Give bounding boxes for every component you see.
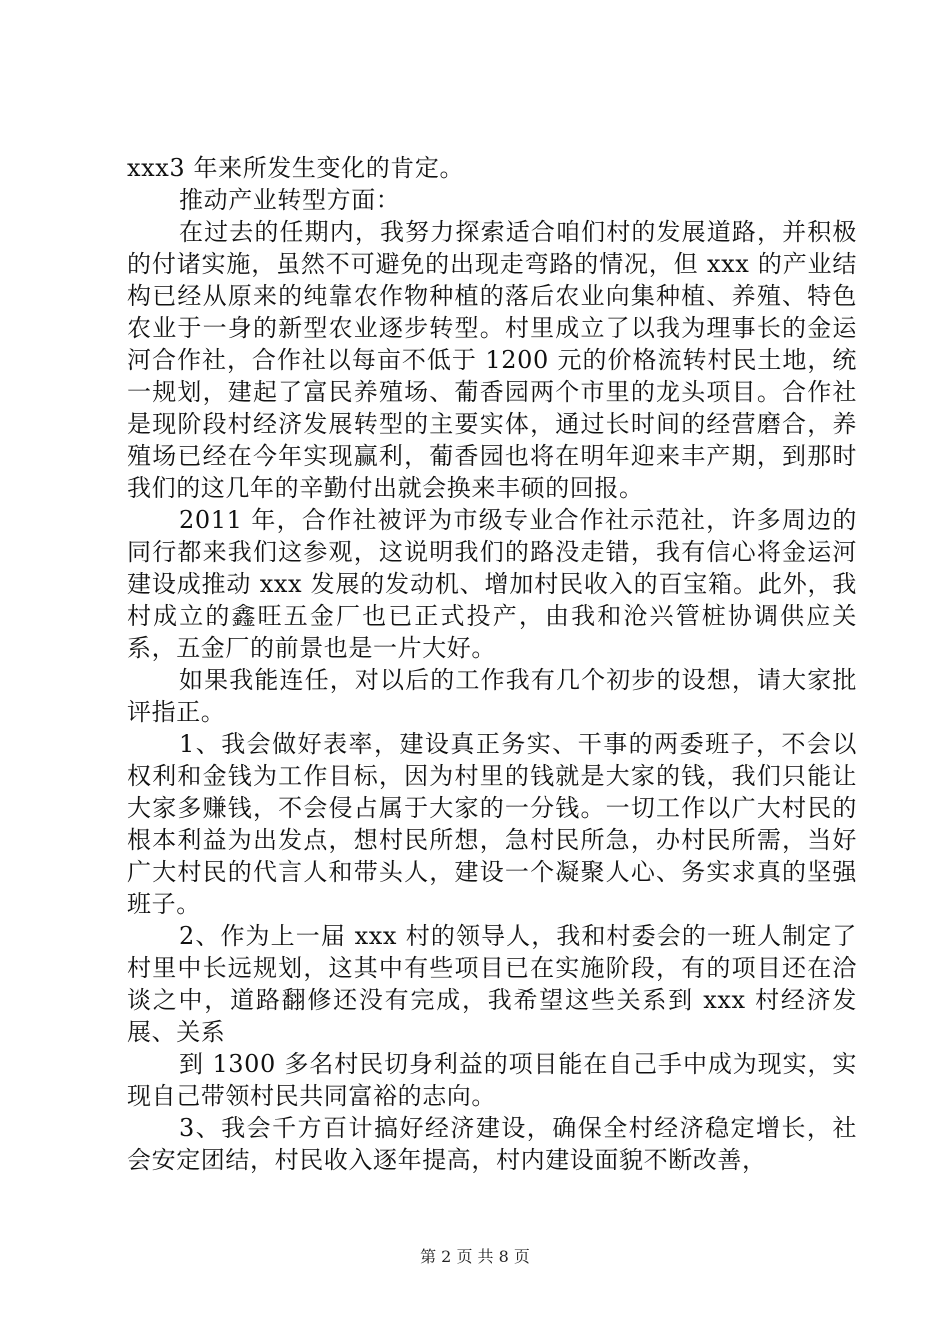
paragraph-4: 2011 年，合作社被评为市级专业合作社示范社，许多周边的同行都来我们这参观，这说明我们的路没走错，我有信心将金运河建设成推动 xxx 发展的发动机、增加村民收入的百宝箱。此外，我村成立的鑫旺五金厂也已正式投产，由我和沧兴管桩协调供应关系，五金厂的前景也是一片大好。 — [127, 506, 857, 662]
paragraph-9: 3、我会千方百计搞好经济建设，确保全村经济稳定增长，社会安定团结，村民收入逐年提高，村内建设面貌不断改善， — [127, 1114, 857, 1174]
page-footer: 第 2 页 共 8 页 — [420, 1247, 530, 1266]
paragraph-5: 如果我能连任，对以后的工作我有几个初步的设想，请大家批评指正。 — [127, 666, 857, 726]
paragraph-8: 到 1300 多名村民切身利益的项目能在自己手中成为现实，实现自己带领村民共同富裕的志向。 — [127, 1050, 857, 1110]
document-body — [127, 152, 857, 1176]
paragraph-1: xxx3 年来所发生变化的肯定。 — [127, 154, 465, 182]
paragraph-6: 1、我会做好表率，建设真正务实、干事的两委班子，不会以权利和金钱为工作目标，因为村里的钱就是大家的钱，我们只能让大家多赚钱，不会侵占属于大家的一分钱。一切工作以广大村民的根本利益为出发点，想村民所想，急村民所急，办村民所需，当好广大村民的代言人和带头人，建设一个凝聚人心、务实求真的坚强班子。 — [127, 730, 857, 918]
paragraph-2: 推动产业转型方面： — [179, 186, 401, 214]
paragraph-7: 2、作为上一届 xxx 村的领导人，我和村委会的一班人制定了村里中长远规划，这其中有些项目已在实施阶段，有的项目还在洽谈之中，道路翻修还没有完成，我希望这些关系到 xxx 村经济发展、关系 — [127, 922, 857, 1046]
paragraph-3: 在过去的任期内，我努力探索适合咱们村的发展道路，并积极的付诸实施，虽然不可避免的出现走弯路的情况，但 xxx 的产业结构已经从原来的纯靠农作物种植的落后农业向集种植、养殖、特色农业于一身的新型农业逐步转型。村里成立了以我为理事长的金运河合作社，合作社以每亩不低于 1200 元的价格流转村民土地，统一规划，建起了富民养殖场、葡香园两个市里的龙头项目。合作社是现阶段村经济发展转型的主要实体，通过长时间的经营磨合，养殖场已经在今年实现赢利，葡香园也将在明年迎来丰产期，到那时我们的这几年的辛勤付出就会换来丰硕的回报。 — [127, 218, 857, 502]
